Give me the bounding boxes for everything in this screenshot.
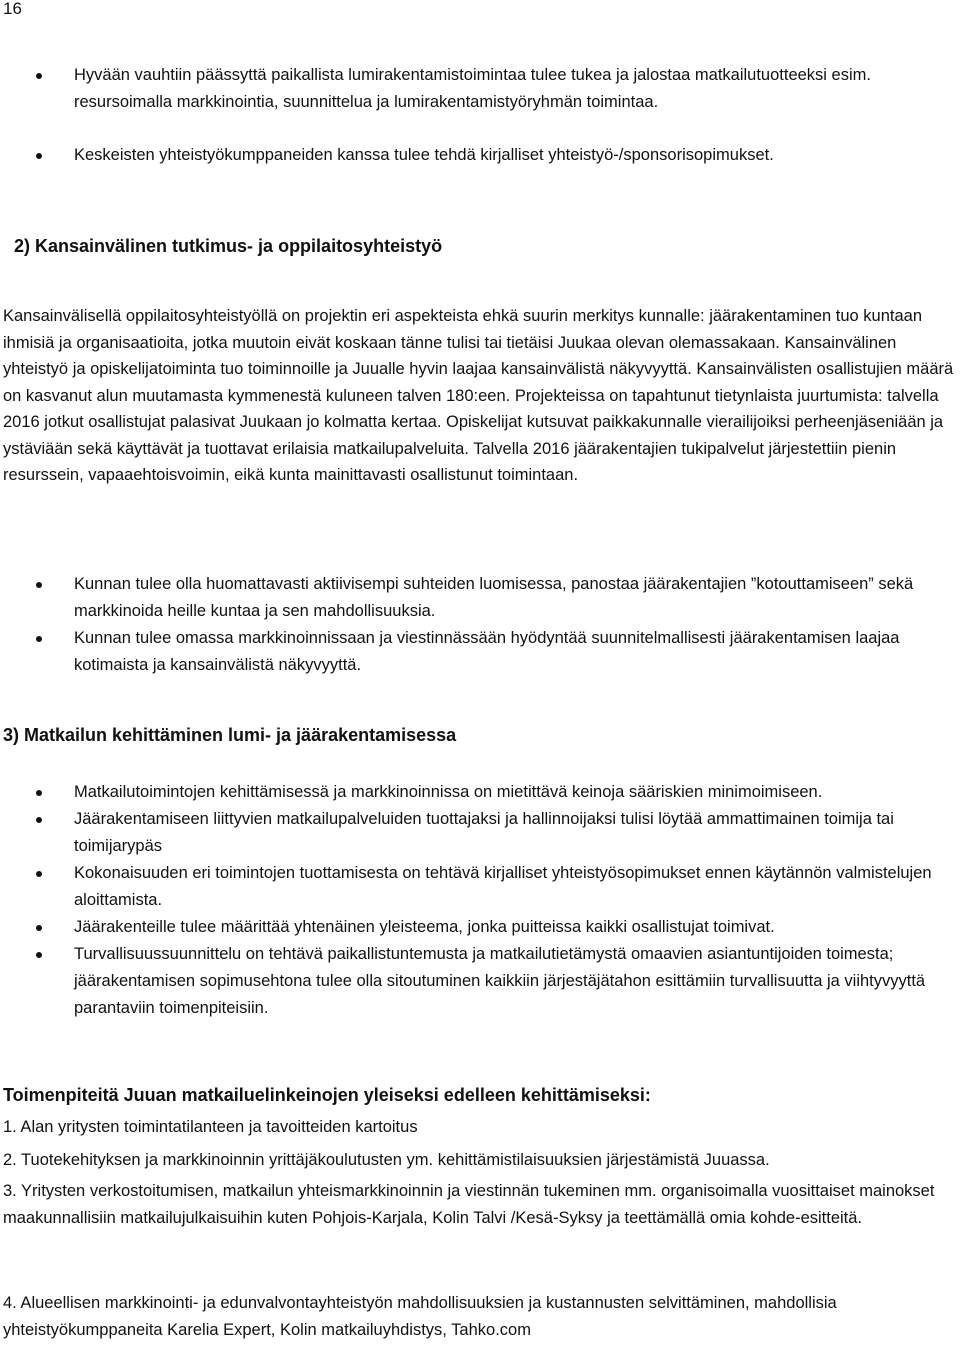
bullet-list-section-2 bbox=[0, 571, 955, 679]
bullet-icon bbox=[36, 925, 42, 931]
list-item-text: Hyvään vauhtiin päässyttä paikallista lumirakentamistoimintaa tulee tukea ja jalostaa matkailutuotteeksi esim. resursoimalla markkinointia, suunnittelua ja lumirakentamistyöryhmän toimintaa. bbox=[74, 66, 871, 111]
bullet-icon bbox=[36, 952, 42, 958]
measures-heading: Toimenpiteitä Juuan matkailuelinkeinojen yleiseksi edelleen kehittämiseksi: bbox=[3, 1085, 651, 1105]
page-number: 16 bbox=[3, 0, 22, 18]
list-item bbox=[0, 625, 955, 679]
list-item bbox=[0, 806, 955, 860]
bullet-icon bbox=[36, 153, 42, 159]
list-item-text: Turvallisuussuunnittelu on tehtävä paikallistuntemusta ja matkailutietämystä omaavien asiantuntijoiden toimesta; jäärakentamisen sopimusehtona tulee olla sitoutuminen kaikkiin järjestäjätahon esittämiin turvallisuutta ja viihtyvyyttä parantaviin toimenpiteisiin. bbox=[74, 945, 926, 1017]
list-item bbox=[0, 914, 955, 941]
list-item-text: Jäärakenteille tulee määrittää yhtenäinen yleisteema, jonka puitteissa kaikki osallistujat toimivat. bbox=[74, 918, 775, 936]
list-item bbox=[0, 62, 955, 116]
bullet-icon bbox=[36, 871, 42, 877]
list-item-text: Kunnan tulee olla huomattavasti aktiivisempi suhteiden luomisessa, panostaa jäärakentajien ”kotouttamiseen” sekä markkinoida heille kuntaa ja sen mahdollisuuksia. bbox=[74, 575, 914, 620]
section-3-heading: 3) Matkailun kehittäminen lumi- ja jäärakentamisessa bbox=[3, 725, 457, 745]
section-2-paragraph: Kansainvälisellä oppilaitosyhteistyöllä on projektin eri aspekteista ehkä suurin merkitys kunnalle: jäärakentaminen tuo kuntaan ihmisiä ja organisaatioita, jotka muutoin eivät koskaan tänne tulisi tai tietäisi Juukaa olevan olemassakaan. Kansainvälinen yhteistyö ja opiskelijatoiminta tuo toiminnoille ja Juualle hyvin laajaa kansainvälistä näkyvyyttä. Kansainvälisten osallistujien määrä on kasvanut alun muutamasta kymmenestä kuluneen talven 180:een. Projekteissa on tapahtunut tietynlaista juurtumista: talvella 2016 jotkut osallistujat palasivat Juukaan jo kolmatta kertaa. Opiskelijat kutsuvat paikkakunnalle vierailijoiksi perheenjäseniään ja ystäviään sekä käyttävät ja tuottavat erilaisia matkailupalveluita. Talvella 2016 jäärakentajien tukipalvelut järjestettiin pienin resurssein, vapaaehtoisvoimin, eikä kunta mainittavasti osallistunut toimintaan. bbox=[3, 307, 954, 484]
list-item-text: Kokonaisuuden eri toimintojen tuottamisesta on tehtävä kirjalliset yhteistyösopimukset ennen käytännön valmistelujen aloittamista. bbox=[74, 864, 932, 909]
bullet-icon bbox=[36, 73, 42, 79]
bullet-list-top bbox=[0, 62, 955, 169]
measure-item-2: 2. Tuotekehityksen ja markkinoinnin yrittäjäkoulutusten ym. kehittämistilaisuuksien järjestämistä Juuassa. bbox=[3, 1151, 770, 1169]
list-item-text: Jäärakentamiseen liittyvien matkailupalveluiden tuottajaksi ja hallinnoijaksi tulisi löytää ammattimainen toimija tai toimijarypäs bbox=[74, 810, 894, 855]
list-item bbox=[0, 941, 955, 1022]
list-item bbox=[0, 571, 955, 625]
measure-item-4: 4. Alueellisen markkinointi- ja edunvalvontayhteistyön mahdollisuuksien ja kustannusten selvittäminen, mahdollisia yhteistyökumppaneita Karelia Expert, Kolin matkailuyhdistys, Tahko.com bbox=[3, 1294, 837, 1339]
measure-item-1: 1. Alan yritysten toimintatilanteen ja tavoitteiden kartoitus bbox=[3, 1118, 418, 1136]
list-item-text: Kunnan tulee omassa markkinoinnissaan ja viestinnässään hyödyntää suunnitelmallisesti jäärakentamisen laajaa kotimaista ja kansainvälistä näkyvyyttä. bbox=[74, 629, 900, 674]
list-item bbox=[0, 142, 955, 169]
list-item bbox=[0, 779, 955, 806]
bullet-icon bbox=[36, 790, 42, 796]
measure-item-3: 3. Yritysten verkostoitumisen, matkailun yhteismarkkinoinnin ja viestinnän tukeminen mm. organisoimalla vuosittaiset mainokset maakunnallisiin matkailujulkaisuihin kuten Pohjois-Karjala, Kolin Talvi /Kesä-Syksy ja teettämällä omia kohde-esitteitä. bbox=[3, 1182, 935, 1227]
bullet-list-section-3 bbox=[0, 779, 955, 1022]
bullet-icon bbox=[36, 636, 42, 642]
list-item bbox=[0, 860, 955, 914]
bullet-icon bbox=[36, 817, 42, 823]
bullet-icon bbox=[36, 582, 42, 588]
list-item-text: Keskeisten yhteistyökumppaneiden kanssa tulee tehdä kirjalliset yhteistyö-/sponsorisopimukset. bbox=[74, 146, 774, 164]
list-item-text: Matkailutoimintojen kehittämisessä ja markkinoinnissa on mietittävä keinoja sääriskien minimoimiseen. bbox=[74, 783, 823, 801]
section-2-heading: 2) Kansainvälinen tutkimus- ja oppilaitosyhteistyö bbox=[14, 236, 443, 256]
